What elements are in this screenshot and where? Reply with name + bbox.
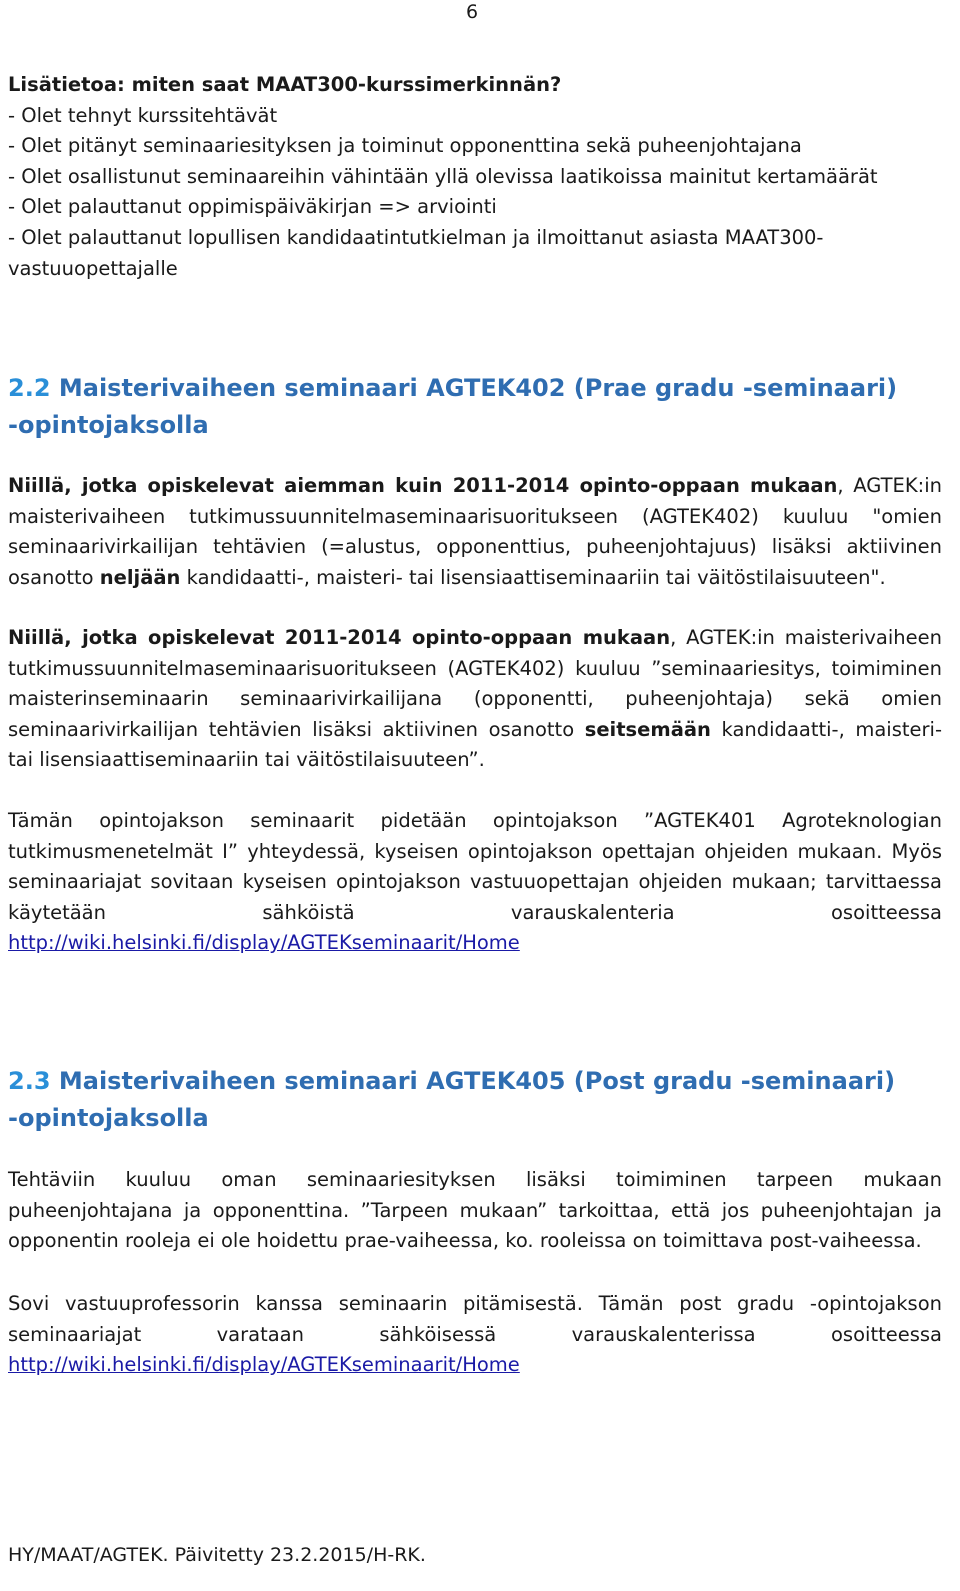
paragraph-text: , AGTEK:in maisterivaiheen tutkimussuunnitelmaseminaarisuoritukseen (AGTEK402) kuuluu "omien seminaarivirkailijan tehtävien (=alustus, opponenttius, puheenjohtajuus) lisäksi aktiivinen osanotto — [8, 474, 942, 589]
intro-item: - Olet palauttanut oppimispäiväkirjan => arviointi — [8, 195, 497, 219]
paragraph-link-line — [8, 928, 942, 959]
paragraph — [8, 471, 942, 593]
section-2-3-paragraph-2 — [8, 1289, 942, 1381]
section-2-3-heading — [8, 1063, 942, 1137]
paragraph-link-line — [8, 1350, 942, 1381]
bold-lead: Niillä, jotka opiskelevat 2011-2014 opinto-oppaan mukaan — [8, 626, 671, 649]
paragraph: Tehtäviin kuuluu oman seminaariesityksen lisäksi toimiminen tarpeen mukaan puheenjohtajana ja opponenttina. ”Tarpeen mukaan” tarkoittaa, että jos puheenjohtajan ja opponentin rooleja ei ole hoidettu prae-vaiheessa, ko. rooleissa on toimittava post-vaiheessa. — [8, 1168, 942, 1253]
section-2-2-heading — [8, 370, 942, 444]
intro-item: - Olet tehnyt kurssitehtävät — [8, 103, 278, 127]
section-heading-line2: -opintojaksolla — [8, 411, 209, 439]
paragraph: Sovi vastuuprofessorin kanssa seminaarin pitämisestä. Tämän post gradu -opintojakson seminaariajat varataan sähköisessä varauskalenterissa osoitteessa — [8, 1292, 942, 1346]
paragraph-text: kandidaatti-, maisteri- tai lisensiaattiseminaariin tai väitöstilaisuuteen". — [180, 565, 886, 589]
section-heading — [8, 370, 942, 407]
wiki-link[interactable]: http://wiki.helsinki.fi/display/AGTEKseminaarit/Home — [8, 1353, 520, 1377]
section-2-2-paragraph-1 — [8, 471, 942, 593]
section-number: 2.2 — [8, 374, 51, 402]
intro-item: - Olet pitänyt seminaariesityksen ja toiminut opponenttina sekä puheenjohtajana — [8, 134, 802, 158]
section-heading-line2: -opintojaksolla — [8, 1104, 209, 1132]
bold-word: neljään — [99, 565, 181, 589]
section-heading — [8, 1063, 942, 1100]
intro-item: vastuuopettajalle — [8, 256, 178, 280]
intro-item: - Olet palauttanut lopullisen kandidaatintutkielman ja ilmoittanut asiasta MAAT300- — [8, 225, 824, 249]
section-title: Maisterivaiheen seminaari AGTEK402 (Prae gradu -seminaari) — [50, 374, 898, 402]
bold-word: seitsemään — [584, 717, 711, 741]
section-2-2-paragraph-3 — [8, 806, 942, 959]
paragraph-text: , AGTEK:in maisterivaiheen tutkimussuunnitelmaseminaarisuoritukseen (AGTEK402) kuuluu ”seminaariesitys, toimiminen maisterinseminaarin seminaarivirkailijana (opponentti, puheenjohtaja) sekä omien seminaarivirkailijan tehtävien lisäksi aktiivinen osanotto — [8, 626, 942, 741]
section-2-3-paragraph-1 — [8, 1165, 942, 1257]
paragraph-text: kandidaatti-, maisteri- tai lisensiaattiseminaariin tai väitöstilaisuuteen”. — [8, 717, 943, 772]
intro-item: - Olet osallistunut seminaareihin vähintään yllä olevissa laatikoissa mainitut kertamäärät — [8, 164, 878, 188]
intro-block — [8, 70, 942, 284]
section-title: Maisterivaiheen seminaari AGTEK405 (Post gradu -seminaari) — [50, 1067, 896, 1095]
section-number: 2.3 — [8, 1067, 51, 1095]
page-number: 6 — [466, 1, 479, 23]
section-2-2-paragraph-2 — [8, 623, 942, 776]
paragraph — [8, 623, 942, 776]
intro-heading: Lisätietoa: miten saat MAAT300-kurssimerkinnän? — [8, 73, 562, 96]
page-footer: HY/MAAT/AGTEK. Päivitetty 23.2.2015/H-RK. — [8, 1544, 426, 1566]
wiki-link[interactable]: http://wiki.helsinki.fi/display/AGTEKseminaarit/Home — [8, 931, 520, 955]
paragraph: Tämän opintojakson seminaarit pidetään opintojakson ”AGTEK401 Agroteknologian tutkimusmenetelmät I” yhteydessä, kyseisen opintojakson opettajan ohjeiden mukaan. Myös seminaariajat sovitaan kyseisen opintojakson vastuuopettajan ohjeiden mukaan; tarvittaessa käytetään sähköistä varauskalenteria osoitteessa — [8, 809, 942, 924]
bold-lead: Niillä, jotka opiskelevat aiemman kuin 2011-2014 opinto-oppaan mukaan — [8, 474, 838, 497]
